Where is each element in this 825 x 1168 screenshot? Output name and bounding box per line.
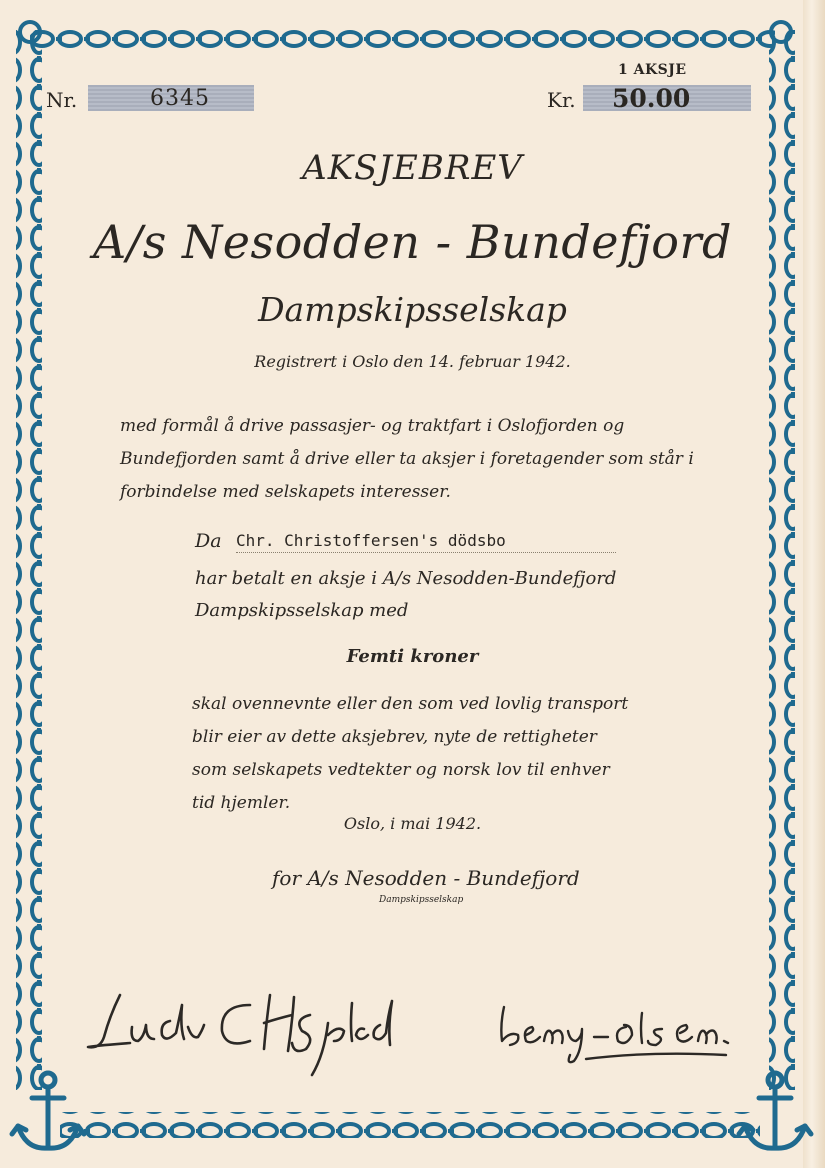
certificate-number: 6345	[150, 86, 210, 111]
holder-prefix: Da	[195, 530, 222, 552]
for-company-sub: Dampskipsselskap	[379, 895, 464, 905]
shares-label: 1 AKSJE	[618, 62, 687, 78]
registration-line: Registrert i Oslo den 14. februar 1942.	[254, 352, 571, 371]
signature-left	[80, 975, 400, 1085]
rights-text: skal ovennevnte eller den som ved lovlig transport blir eier av dette aksjebrev, nyte de rettigheter som selskapets vedtekter og norsk lov til enhver tid hjemler.	[192, 694, 629, 813]
page-title: AKSJEBREV	[302, 148, 523, 188]
company-subtitle: Dampskipsselskap	[258, 290, 567, 329]
kr-label: Kr.	[547, 88, 576, 112]
payment-text: har betalt en aksje i A/s Nesodden-Bundefjord Dampskipsselskap med	[195, 568, 617, 621]
signature-right	[490, 995, 740, 1075]
anchor-icon	[8, 1068, 88, 1158]
for-company-line: for A/s Nesodden - Bundefjord	[272, 866, 580, 890]
purpose-text: med formål å drive passasjer- og traktfart i Oslofjorden og Bundefjorden samt å drive eller ta aksjer i foretagender som står i forbindelse med selskapets interesser.	[120, 416, 694, 502]
holder-name: Chr. Christoffersen's dödsbo	[236, 531, 616, 553]
anchor-icon	[735, 1068, 815, 1158]
company-name: A/s Nesodden - Bundefjord	[93, 215, 732, 269]
amount-words: Femti kroner	[346, 646, 479, 667]
number-label: Nr.	[46, 88, 78, 112]
place-date: Oslo, i mai 1942.	[343, 814, 482, 833]
amount-value: 50.00	[612, 84, 691, 113]
